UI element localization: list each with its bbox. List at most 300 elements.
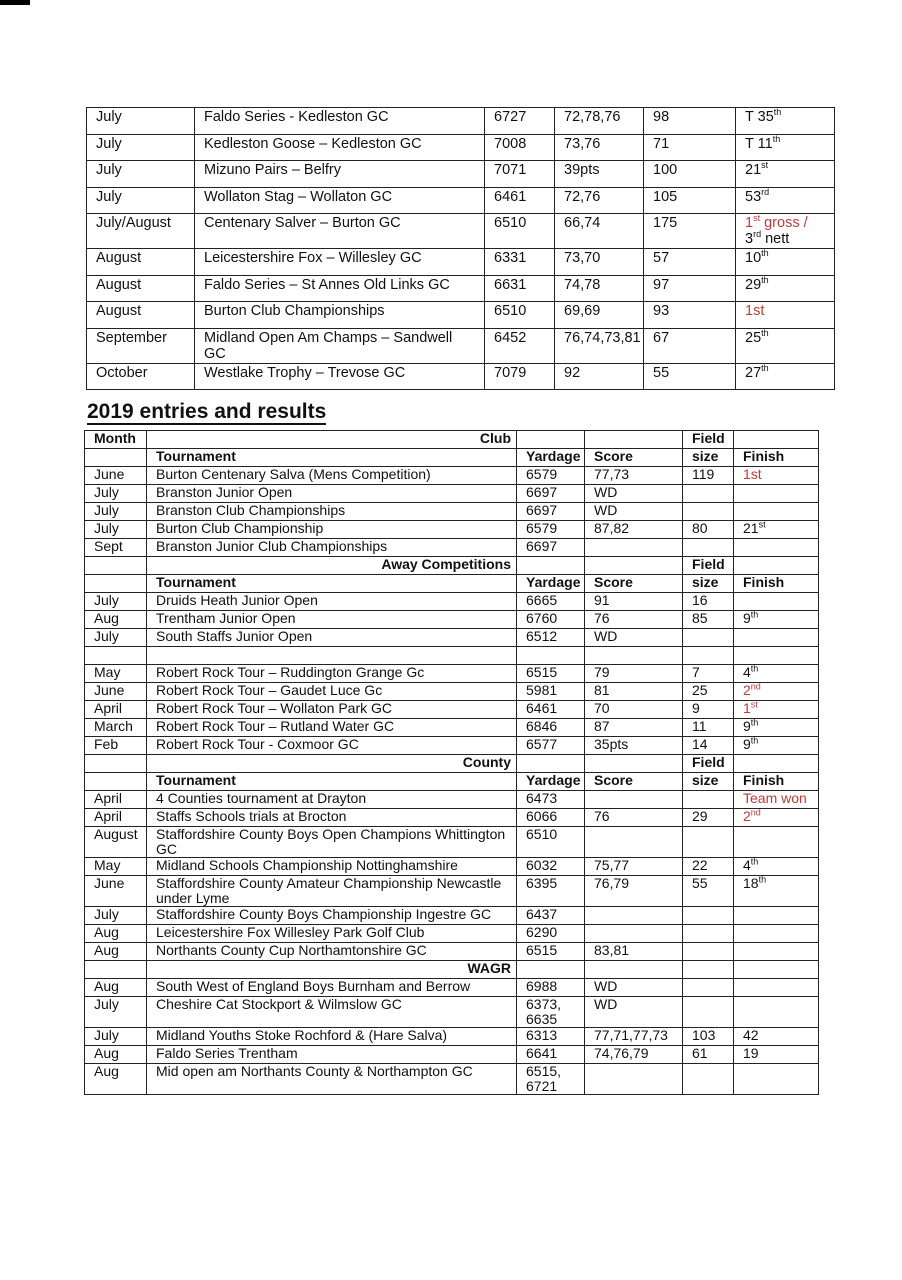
field-size-cell: 67 (644, 328, 736, 363)
table-row (85, 943, 819, 961)
table-row (85, 809, 819, 827)
field-size-cell: 119 (683, 467, 734, 485)
event-cell: Branston Club Championships (147, 503, 517, 521)
event-cell: Faldo Series – St Annes Old Links GC (195, 275, 485, 302)
finish-cell: 2nd (734, 809, 819, 827)
score-cell: 77,71,77,73 (585, 1028, 683, 1046)
score-cell: 74,78 (555, 275, 644, 302)
table-row (85, 876, 819, 907)
event-cell: Staffordshire County Amateur Championship Newcastle under Lyme (147, 876, 517, 907)
finish-cell: T 11th (736, 134, 835, 161)
event-cell: Midland Schools Championship Nottinghamshire (147, 858, 517, 876)
month-cell: August (87, 275, 195, 302)
yardage-cell: 6331 (485, 249, 555, 276)
event-cell: Leicestershire Fox Willesley Park Golf Club (147, 925, 517, 943)
column-header-row (85, 449, 819, 467)
score-cell: 72,78,76 (555, 108, 644, 135)
blank-cell (517, 647, 585, 665)
yardage-cell: 6461 (517, 701, 585, 719)
event-cell: Robert Rock Tour – Ruddington Grange Gc (147, 665, 517, 683)
finish-suffix: th (772, 133, 781, 144)
yardage-cell: 6473 (517, 791, 585, 809)
finish-cell (734, 943, 819, 961)
field-size-cell (683, 1064, 734, 1095)
field-header: Field (683, 431, 734, 449)
event-cell: Robert Rock Tour – Gaudet Luce Gc (147, 683, 517, 701)
table-row (87, 363, 835, 390)
field-size-cell: 22 (683, 858, 734, 876)
yardage-cell: 6515, 6721 (517, 1064, 585, 1095)
yardage-cell: 7008 (485, 134, 555, 161)
field-size-header: size (683, 449, 734, 467)
finish-cell: 9th (734, 737, 819, 755)
finish-cell: 9th (734, 611, 819, 629)
month-cell: Sept (85, 539, 147, 557)
finish-suffix: th (761, 274, 769, 285)
field-size-cell: 57 (644, 249, 736, 276)
event-cell: Staffordshire County Boys Open Champions Whittington GC (147, 827, 517, 858)
away-competitions-header: Away Competitions (147, 557, 517, 575)
blank-cell (585, 647, 683, 665)
finish-suffix: th (750, 663, 759, 674)
field-size-cell (683, 979, 734, 997)
month-cell: August (87, 249, 195, 276)
month-cell: Aug (85, 925, 147, 943)
yardage-cell: 7071 (485, 161, 555, 188)
field-size-cell: 175 (644, 214, 736, 249)
score-cell: 83,81 (585, 943, 683, 961)
header-spacer (85, 557, 147, 575)
score-cell: 72,76 (555, 187, 644, 214)
table-row (87, 275, 835, 302)
finish-cell: 4th (734, 665, 819, 683)
section-title: 2019 entries and results (87, 400, 327, 423)
entries-2019-table (84, 430, 819, 1095)
month-cell: July/August (87, 214, 195, 249)
table-row (85, 1064, 819, 1095)
field-size-cell: 25 (683, 683, 734, 701)
month-cell: July (85, 521, 147, 539)
yardage-cell: 6988 (517, 979, 585, 997)
field-size-cell: 55 (683, 876, 734, 907)
yardage-cell: 6437 (517, 907, 585, 925)
yardage-cell: 6697 (517, 539, 585, 557)
score-cell: 73,76 (555, 134, 644, 161)
yardage-cell: 6579 (517, 467, 585, 485)
score-cell: 35pts (585, 737, 683, 755)
table-row (85, 925, 819, 943)
score-cell: 76 (585, 611, 683, 629)
field-size-cell (683, 485, 734, 503)
event-cell: Cheshire Cat Stockport & Wilmslow GC (147, 997, 517, 1028)
score-header: Score (585, 773, 683, 791)
month-cell: July (85, 629, 147, 647)
scan-corner-mark (0, 0, 30, 5)
table-row (85, 907, 819, 925)
month-cell: September (87, 328, 195, 363)
field-size-cell: 29 (683, 809, 734, 827)
table-row (87, 302, 835, 329)
header-spacer (734, 961, 819, 979)
finish-cell: 29th (736, 275, 835, 302)
field-size-cell (683, 827, 734, 858)
month-cell: Aug (85, 979, 147, 997)
tournament-header: Tournament (147, 449, 517, 467)
field-header: Field (683, 755, 734, 773)
score-cell: WD (585, 485, 683, 503)
table-row (85, 1046, 819, 1064)
month-cell: April (85, 791, 147, 809)
away-competitions-header-row (85, 557, 819, 575)
tournament-header: Tournament (147, 773, 517, 791)
header-spacer (585, 431, 683, 449)
finish-cell (734, 485, 819, 503)
field-size-cell: 93 (644, 302, 736, 329)
event-cell: Midland Open Am Champs – Sandwell GC (195, 328, 485, 363)
finish-cell: 2nd (734, 683, 819, 701)
event-cell: Staffs Schools trials at Brocton (147, 809, 517, 827)
header-spacer (683, 961, 734, 979)
month-cell: July (87, 108, 195, 135)
score-cell: 76 (585, 809, 683, 827)
score-cell: 66,74 (555, 214, 644, 249)
finish-cell (734, 907, 819, 925)
finish-cell (734, 827, 819, 858)
month-cell: April (85, 701, 147, 719)
month-cell: Aug (85, 611, 147, 629)
table-row (85, 629, 819, 647)
event-cell: Branston Junior Open (147, 485, 517, 503)
header-spacer (585, 755, 683, 773)
field-size-cell: 55 (644, 363, 736, 390)
finish-suffix: rd (761, 186, 770, 197)
field-size-cell (683, 997, 734, 1028)
score-cell: 92 (555, 363, 644, 390)
event-cell: South Staffs Junior Open (147, 629, 517, 647)
entries-2019-body (85, 431, 819, 1095)
finish-suffix: st (753, 213, 761, 224)
score-cell: 70 (585, 701, 683, 719)
yardage-cell: 6515 (517, 665, 585, 683)
finish-cell (734, 503, 819, 521)
yardage-cell: 6760 (517, 611, 585, 629)
event-cell: Kedleston Goose – Kedleston GC (195, 134, 485, 161)
finish-suffix: th (750, 735, 759, 746)
field-size-cell: 16 (683, 593, 734, 611)
field-size-cell: 85 (683, 611, 734, 629)
field-size-cell (683, 791, 734, 809)
yardage-cell: 6697 (517, 485, 585, 503)
field-header: Field (683, 557, 734, 575)
field-size-cell: 100 (644, 161, 736, 188)
table-row (87, 214, 835, 249)
yardage-cell: 6641 (517, 1046, 585, 1064)
score-cell: WD (585, 629, 683, 647)
table-row (87, 161, 835, 188)
month-cell: May (85, 858, 147, 876)
finish-cell: T 35th (736, 108, 835, 135)
score-cell: WD (585, 503, 683, 521)
finish-suffix: th (761, 248, 769, 259)
score-cell: WD (585, 997, 683, 1028)
table-row (85, 701, 819, 719)
finish-cell (734, 1064, 819, 1095)
county-header-row (85, 755, 819, 773)
field-size-cell (683, 925, 734, 943)
yardage-cell: 6577 (517, 737, 585, 755)
finish-header: Finish (734, 773, 819, 791)
yardage-header: Yardage (517, 773, 585, 791)
score-cell: 39pts (555, 161, 644, 188)
table-row (85, 737, 819, 755)
yardage-cell: 6579 (517, 521, 585, 539)
field-size-cell: 9 (683, 701, 734, 719)
finish-suffix: th (773, 107, 782, 118)
score-cell: 75,77 (585, 858, 683, 876)
finish-cell: 1st (734, 467, 819, 485)
table-row (87, 249, 835, 276)
yardage-cell: 6395 (517, 876, 585, 907)
finish-cell: 27th (736, 363, 835, 390)
yardage-header: Yardage (517, 575, 585, 593)
event-cell: South West of England Boys Burnham and Berrow (147, 979, 517, 997)
finish-cell (734, 925, 819, 943)
finish-header: Finish (734, 575, 819, 593)
event-cell: Robert Rock Tour – Wollaton Park GC (147, 701, 517, 719)
month-cell: July (85, 1028, 147, 1046)
score-cell (585, 827, 683, 858)
month-cell: Aug (85, 943, 147, 961)
column-header-row (85, 575, 819, 593)
yardage-cell: 5981 (517, 683, 585, 701)
header-spacer (517, 431, 585, 449)
yardage-cell: 6452 (485, 328, 555, 363)
score-cell: 77,73 (585, 467, 683, 485)
field-size-cell: 11 (683, 719, 734, 737)
score-cell: 87 (585, 719, 683, 737)
field-size-cell: 61 (683, 1046, 734, 1064)
finish-cell: 42 (734, 1028, 819, 1046)
table-row (85, 827, 819, 858)
table-row (85, 791, 819, 809)
header-spacer (85, 755, 147, 773)
score-header: Score (585, 575, 683, 593)
event-cell: Druids Heath Junior Open (147, 593, 517, 611)
score-cell: 76,74,73,81 (555, 328, 644, 363)
blank-row (85, 647, 819, 665)
table-row (85, 611, 819, 629)
header-row-club (85, 431, 819, 449)
table-row (85, 1028, 819, 1046)
month-cell: July (85, 907, 147, 925)
finish-cell: 21st (734, 521, 819, 539)
field-size-cell: 103 (683, 1028, 734, 1046)
finish-suffix: st (761, 160, 769, 171)
score-cell (585, 907, 683, 925)
yardage-cell: 6066 (517, 809, 585, 827)
month-cell: June (85, 876, 147, 907)
finish-cell: 21st (736, 161, 835, 188)
month-cell: October (87, 363, 195, 390)
field-size-header: size (683, 575, 734, 593)
table-row (85, 683, 819, 701)
event-cell: Trentham Junior Open (147, 611, 517, 629)
event-cell: Burton Club Championships (195, 302, 485, 329)
column-header-row (85, 773, 819, 791)
event-cell: Mizuno Pairs – Belfry (195, 161, 485, 188)
month-cell: July (85, 503, 147, 521)
month-cell: Aug (85, 1046, 147, 1064)
field-size-cell (683, 629, 734, 647)
table-row (87, 187, 835, 214)
event-cell: Robert Rock Tour - Coxmoor GC (147, 737, 517, 755)
table-row (87, 328, 835, 363)
table-row (85, 858, 819, 876)
finish-cell: 4th (734, 858, 819, 876)
finish-cell: 1st (736, 302, 835, 329)
month-cell: July (85, 593, 147, 611)
yardage-cell: 6290 (517, 925, 585, 943)
event-cell: Staffordshire County Boys Championship Ingestre GC (147, 907, 517, 925)
table-row (85, 539, 819, 557)
month-cell: July (85, 997, 147, 1028)
field-size-cell (683, 943, 734, 961)
yardage-cell: 6631 (485, 275, 555, 302)
table-row (85, 521, 819, 539)
field-size-cell (683, 503, 734, 521)
wagr-header-row (85, 961, 819, 979)
field-size-cell: 105 (644, 187, 736, 214)
table-row (85, 665, 819, 683)
finish-cell (734, 593, 819, 611)
table-row (85, 979, 819, 997)
table-row (87, 134, 835, 161)
yardage-cell: 6313 (517, 1028, 585, 1046)
header-spacer (734, 755, 819, 773)
event-cell: Faldo Series Trentham (147, 1046, 517, 1064)
table-row (85, 503, 819, 521)
table-row (85, 997, 819, 1028)
score-cell: 74,76,79 (585, 1046, 683, 1064)
event-cell: Centenary Salver – Burton GC (195, 214, 485, 249)
event-cell: Northants County Cup Northamtonshire GC (147, 943, 517, 961)
finish-cell: 18th (734, 876, 819, 907)
yardage-cell: 6697 (517, 503, 585, 521)
yardage-cell: 6515 (517, 943, 585, 961)
header-spacer (734, 557, 819, 575)
finish-header: Finish (734, 449, 819, 467)
previous-results-body (87, 108, 835, 390)
score-cell: 81 (585, 683, 683, 701)
score-cell: 76,79 (585, 876, 683, 907)
score-cell (585, 925, 683, 943)
wagr-header: WAGR (147, 961, 517, 979)
yardage-cell: 6510 (517, 827, 585, 858)
header-spacer (85, 575, 147, 593)
tournament-header: Tournament (147, 575, 517, 593)
score-cell: 91 (585, 593, 683, 611)
field-size-cell: 98 (644, 108, 736, 135)
finish-gross: 1st gross / (745, 213, 808, 231)
blank-cell (734, 647, 819, 665)
month-header: Month (85, 431, 147, 449)
finish-cell: 19 (734, 1046, 819, 1064)
header-spacer (517, 961, 585, 979)
finish-cell: 9th (734, 719, 819, 737)
yardage-cell: 6846 (517, 719, 585, 737)
header-spacer (85, 961, 147, 979)
month-cell: Feb (85, 737, 147, 755)
yardage-cell: 6373, 6635 (517, 997, 585, 1028)
yardage-cell: 6510 (485, 214, 555, 249)
score-cell (585, 791, 683, 809)
field-size-cell: 14 (683, 737, 734, 755)
event-cell: Westlake Trophy – Trevose GC (195, 363, 485, 390)
event-cell: Robert Rock Tour – Rutland Water GC (147, 719, 517, 737)
header-spacer (585, 557, 683, 575)
month-cell: Aug (85, 1064, 147, 1095)
score-cell: 79 (585, 665, 683, 683)
yardage-cell: 6461 (485, 187, 555, 214)
finish-suffix: rd (753, 229, 762, 240)
finish-suffix: th (761, 362, 769, 373)
table-row (85, 593, 819, 611)
finish-cell (734, 997, 819, 1028)
finish-cell: Team won (734, 791, 819, 809)
blank-cell (147, 647, 517, 665)
event-cell: Leicestershire Fox – Willesley GC (195, 249, 485, 276)
score-cell: 73,70 (555, 249, 644, 276)
table-row (85, 485, 819, 503)
finish-cell (734, 979, 819, 997)
finish-nett: 3rd nett (745, 229, 790, 247)
month-cell: July (87, 161, 195, 188)
month-cell: April (85, 809, 147, 827)
finish-cell (736, 214, 835, 249)
event-cell: Faldo Series - Kedleston GC (195, 108, 485, 135)
event-cell: Burton Centenary Salva (Mens Competition) (147, 467, 517, 485)
header-spacer (585, 961, 683, 979)
field-size-cell: 71 (644, 134, 736, 161)
score-cell: 87,82 (585, 521, 683, 539)
month-cell: August (85, 827, 147, 858)
finish-cell: 25th (736, 328, 835, 363)
blank-cell (85, 647, 147, 665)
yardage-cell: 6727 (485, 108, 555, 135)
yardage-cell: 6032 (517, 858, 585, 876)
yardage-cell: 7079 (485, 363, 555, 390)
month-cell: August (87, 302, 195, 329)
field-size-cell: 80 (683, 521, 734, 539)
field-size-cell: 7 (683, 665, 734, 683)
finish-suffix: st (750, 699, 758, 710)
yardage-cell: 6512 (517, 629, 585, 647)
score-cell (585, 539, 683, 557)
finish-suffix: th (750, 717, 759, 728)
event-cell: Midland Youths Stoke Rochford & (Hare Salva) (147, 1028, 517, 1046)
yardage-header: Yardage (517, 449, 585, 467)
county-header: County (147, 755, 517, 773)
yardage-cell: 6510 (485, 302, 555, 329)
club-header: Club (147, 431, 517, 449)
month-cell: June (85, 683, 147, 701)
event-cell: Mid open am Northants County & Northampton GC (147, 1064, 517, 1095)
table-row (85, 719, 819, 737)
month-cell: July (87, 187, 195, 214)
header-spacer (517, 557, 585, 575)
event-cell: Burton Club Championship (147, 521, 517, 539)
month-cell: June (85, 467, 147, 485)
